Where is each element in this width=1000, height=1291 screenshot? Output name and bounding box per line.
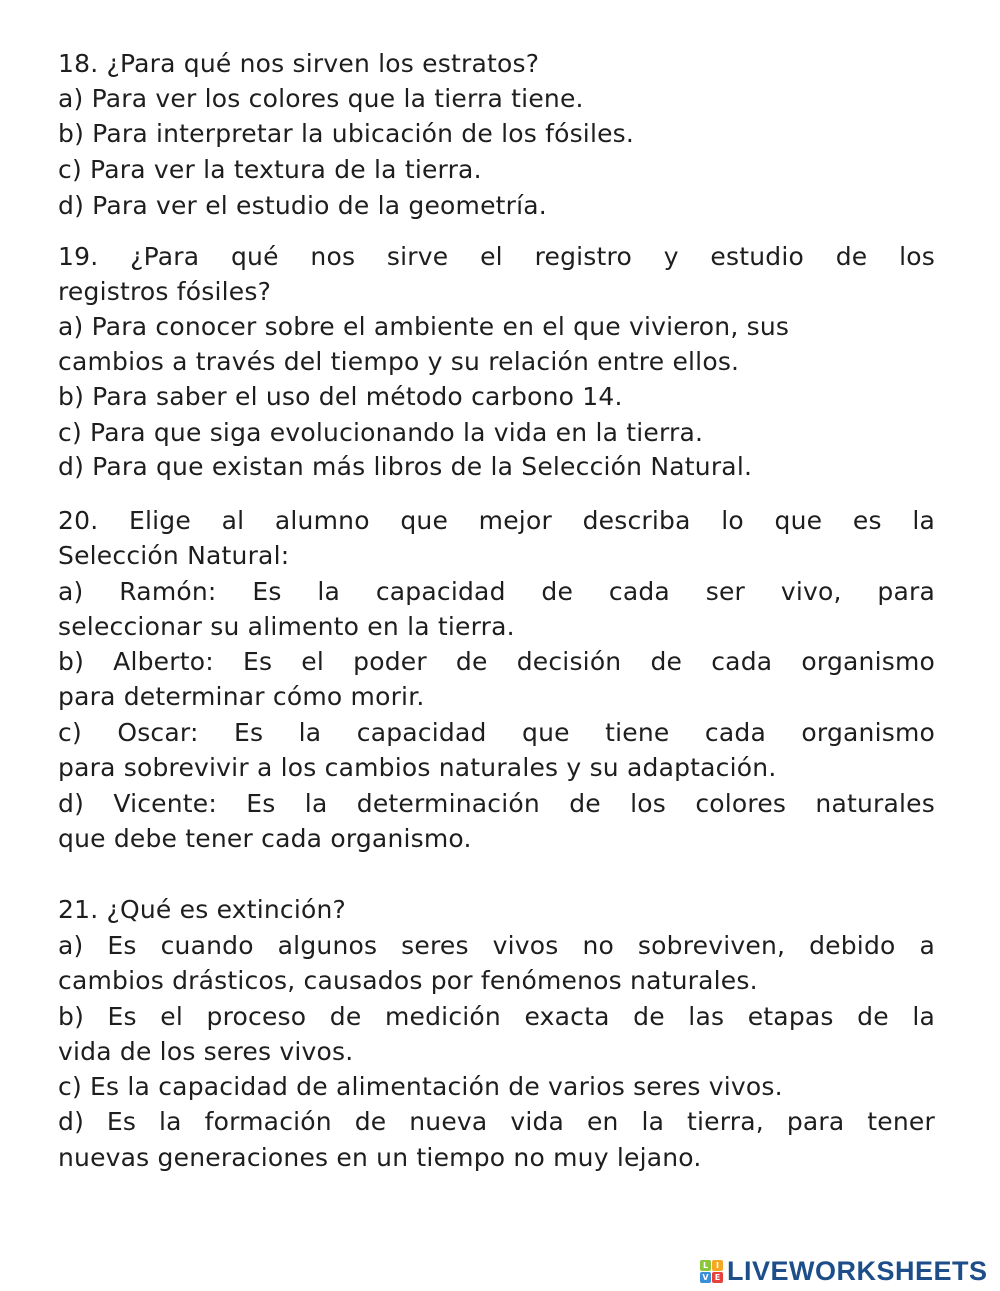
answer-line: a) Para conocer sobre el ambiente en el que vivieron, sus xyxy=(58,312,790,341)
answer-line: que debe tener cada organismo. xyxy=(58,824,472,853)
logo-letter: L xyxy=(700,1260,711,1271)
answer-line: vida de los seres vivos. xyxy=(58,1037,354,1066)
answer-line: Selección Natural: xyxy=(58,541,290,570)
logo-letter: V xyxy=(700,1272,711,1283)
answer-line: seleccionar su alimento en la tierra. xyxy=(58,612,515,641)
question-text: 19. ¿Para qué nos sirve el registro y estudio de los xyxy=(58,242,935,271)
answer-line: registros fósiles? xyxy=(58,277,272,306)
answer-line: c) Oscar: Es la capacidad que tiene cada organismo xyxy=(58,718,935,747)
answer-line: d) Para ver el estudio de la geometría. xyxy=(58,191,547,220)
answer-line: nuevas generaciones en un tiempo no muy lejano. xyxy=(58,1143,702,1172)
answer-line: cambios drásticos, causados por fenómenos naturales. xyxy=(58,966,758,995)
answer-line: c) Para que siga evolucionando la vida en la tierra. xyxy=(58,418,704,447)
answer-line: c) Es la capacidad de alimentación de varios seres vivos. xyxy=(58,1072,783,1101)
answer-line: a) Para ver los colores que la tierra tiene. xyxy=(58,84,584,113)
question-text: 18. ¿Para qué nos sirven los estratos? xyxy=(58,49,540,78)
logo-letter: E xyxy=(712,1272,723,1283)
answer-line: a) Ramón: Es la capacidad de cada ser vivo, para xyxy=(58,577,935,606)
answer-line: b) Alberto: Es el poder de decisión de cada organismo xyxy=(58,647,935,676)
answer-line: a) Es cuando algunos seres vivos no sobreviven, debido a xyxy=(58,931,935,960)
answer-line: d) Para que existan más libros de la Selección Natural. xyxy=(58,452,753,481)
answer-line: b) Para saber el uso del método carbono 14. xyxy=(58,382,623,411)
answer-line: cambios a través del tiempo y su relación entre ellos. xyxy=(58,347,740,376)
answer-line: b) Es el proceso de medición exacta de las etapas de la xyxy=(58,1002,935,1031)
question-text: 20. Elige al alumno que mejor describa lo que es la xyxy=(58,506,935,535)
answer-line: d) Es la formación de nueva vida en la tierra, para tener xyxy=(58,1107,935,1136)
liveworksheets-logo xyxy=(700,1256,988,1287)
answer-line: d) Vicente: Es la determinación de los colores naturales xyxy=(58,789,935,818)
logo-letter: I xyxy=(712,1260,723,1271)
answer-line: para determinar cómo morir. xyxy=(58,682,425,711)
logo-text: LIVEWORKSHEETS xyxy=(727,1256,988,1286)
answer-line: b) Para interpretar la ubicación de los fósiles. xyxy=(58,119,635,148)
answer-line: para sobrevivir a los cambios naturales y su adaptación. xyxy=(58,753,777,782)
logo-icon xyxy=(700,1260,723,1283)
question-text: 21. ¿Qué es extinción? xyxy=(58,895,347,924)
answer-line: c) Para ver la textura de la tierra. xyxy=(58,155,482,184)
